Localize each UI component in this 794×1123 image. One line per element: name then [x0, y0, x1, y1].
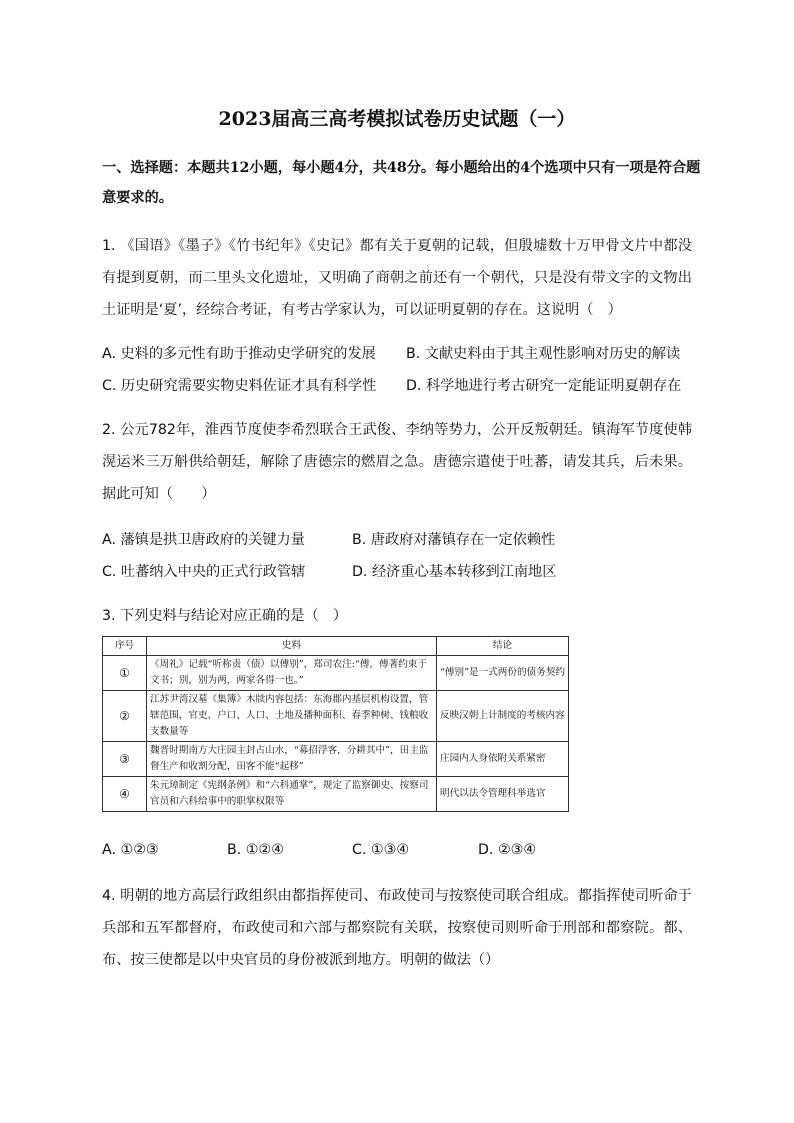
question-1-stem: 1. 《国语》《墨子》《竹书纪年》《史记》都有关于夏朝的记载，但殷墟数十万甲骨文片中都没有提到夏朝，而二里头文化遗址，又明确了商朝之前还有一个朝代，只是没有带文字的文物出土证明是‘夏’，经综合考证，有考古学家认为，可以证明夏朝的存在。这说明（ ）: [102, 238, 692, 318]
row-source: 《周礼》记载“听称责（债）以傅别”，郑司农注:“傅，傅著约束于文书；别，别为两，两家各得一也。”: [147, 656, 437, 691]
row-number: ①: [103, 656, 147, 691]
row-source: 江苏尹湾汉墓《集簿》木牍内容包括：东海郡内基层机构设置，管辖范围，官吏、户口、人口、土地及播种面积、春季种树、钱粮收支数量等: [147, 691, 437, 742]
row-number: ②: [103, 691, 147, 742]
table-header: 史料: [147, 637, 437, 656]
option-b: B. ①②④: [227, 842, 284, 858]
option-a: A. ①②③: [102, 842, 159, 858]
page-title: 2023届高三高考模拟试卷历史试题（一）: [218, 108, 576, 130]
table-header-row: [103, 637, 569, 656]
option-d: D. 科学地进行考古研究一定能证明夏朝存在: [406, 378, 682, 394]
row-source: 魏晋时期南方大庄园主封占山水，“募招浮客，分耕其中”，田主监督生产和收割分配，田客不能“起移”: [147, 742, 437, 777]
row-number: ④: [103, 777, 147, 812]
row-source: 朱元璋制定《宪纲条例》和“六科通掌”，规定了监察御史、按察司官员和六科给事中的职掌权限等: [147, 777, 437, 812]
option-a: A. 藩镇是拱卫唐政府的关键力量: [102, 532, 305, 548]
option-d: D. 经济重心基本转移到江南地区: [352, 564, 557, 580]
question-4-stem: 4. 明朝的地方高层行政组织由都指挥使司、布政使司与按察使司联合组成。都指挥使司听命于兵部和五军都督府，布政使司和六部与都察院有关联，按察使司则听命于刑部和都察院。都、布、按三使都是以中央官员的身份被派到地方。明朝的做法（）: [102, 888, 692, 968]
row-conclusion: 明代以法令管理科举选官: [437, 777, 569, 812]
question-2-stem: 2. 公元782年，淮西节度使李希烈联合王武俊、李纳等势力，公开反叛朝廷。镇海军节度使韩滉运米三万斛供给朝廷，解除了唐德宗的燃眉之急。唐德宗遣使于吐蕃，请发其兵，后未果。据此可知（ ）: [102, 422, 692, 502]
table-row: [103, 777, 569, 812]
table-row: [103, 742, 569, 777]
option-c: C. 历史研究需要实物史料佐证才具有科学性: [102, 378, 377, 394]
source-table: [102, 636, 569, 812]
option-b: B. 唐政府对藩镇存在一定依赖性: [352, 532, 556, 548]
section-header: 一、选择题：本题共12小题，每小题4分，共48分。每小题给出的4个选项中只有一项是符合题意要求的。: [102, 160, 701, 206]
option-b: B. 文献史料由于其主观性影响对历史的解读: [406, 346, 681, 362]
table-row: [103, 691, 569, 742]
table-header: 序号: [103, 637, 147, 656]
row-conclusion: 庄园内人身依附关系紧密: [437, 742, 569, 777]
question-3-stem: 3. 下列史料与结论对应正确的是（ ）: [102, 608, 348, 624]
table-header: 结论: [437, 637, 569, 656]
row-conclusion: “傅别”是一式两份的债务契约: [437, 656, 569, 691]
table-row: [103, 656, 569, 691]
row-number: ③: [103, 742, 147, 777]
option-a: A. 史料的多元性有助于推动史学研究的发展: [102, 346, 376, 362]
option-c: C. 吐蕃纳入中央的正式行政管辖: [102, 564, 306, 580]
row-conclusion: 反映汉朝上计制度的考核内容: [437, 691, 569, 742]
option-d: D. ②③④: [478, 842, 537, 858]
option-c: C. ①③④: [352, 842, 410, 858]
